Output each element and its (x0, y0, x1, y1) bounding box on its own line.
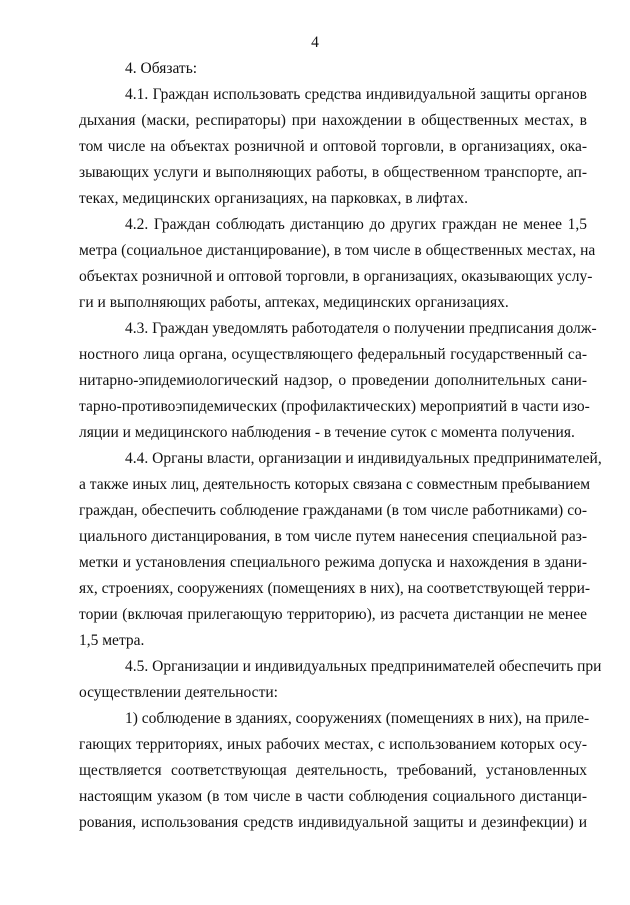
text-line: рования, использования средств индивидуальной защиты и дезинфекции) и (79, 814, 587, 831)
text-line: 4. Обязать: (125, 60, 198, 77)
text-line: нитарно-эпидемиологический надзор, о проведении дополнительных сани- (79, 372, 587, 389)
text-line: метра (социальное дистанцирование), в том числе в общественных местах, на (79, 242, 596, 259)
text-line: 4.4. Органы власти, организации и индивидуальных предпринимателей, (125, 450, 602, 467)
document-body (79, 56, 602, 836)
text-line: ляции и медицинского наблюдения - в течение суток с момента получения. (79, 424, 575, 441)
text-line: 1,5 метра. (79, 632, 145, 649)
text-line: 1) соблюдение в зданиях, сооружениях (помещениях в них), на приле- (125, 710, 590, 727)
text-line: объектах розничной и оптовой торговли, в организациях, оказывающих услу- (79, 268, 593, 285)
text-line: ностного лица органа, осуществляющего федеральный государственный са- (79, 346, 587, 363)
text-line: 4.1. Граждан использовать средства индивидуальной защиты органов (125, 86, 587, 103)
text-line: метки и установления специального режима допуска и нахождения в здани- (79, 554, 587, 571)
text-line: 4.5. Организации и индивидуальных предпринимателей обеспечить при (125, 658, 602, 675)
text-line: граждан, обеспечить соблюдение гражданами (в том числе работниками) со- (79, 502, 587, 519)
text-line: гающих территориях, иных рабочих местах, с использованием которых осу- (79, 736, 587, 753)
text-line: циального дистанцирования, в том числе путем нанесения специальной раз- (79, 528, 587, 545)
page-number: 4 (311, 34, 319, 51)
text-line: тории (включая прилегающую территорию), из расчета дистанции не менее (79, 606, 587, 623)
text-line: теках, медицинских организациях, на парковках, в лифтах. (79, 190, 468, 207)
text-line: ях, строениях, сооружениях (помещениях в них), на соответствующей терри- (79, 580, 591, 597)
text-line: осуществлении деятельности: (79, 684, 278, 701)
text-line: а также иных лиц, деятельность которых связана с совместным пребыванием (79, 476, 591, 493)
text-line: настоящим указом (в том числе в части соблюдения социального дистанци- (79, 788, 587, 805)
text-line: ществляется соответствующая деятельность, требований, установленных (79, 762, 587, 779)
text-line: том числе на объектах розничной и оптовой торговли, в организациях, ока- (79, 138, 587, 155)
text-line: дыхания (маски, респираторы) при нахождении в общественных местах, в (79, 112, 587, 129)
text-line: 4.3. Граждан уведомлять работодателя о получении предписания долж- (125, 320, 597, 337)
text-line: тарно-противоэпидемических (профилактических) мероприятий в части изо- (79, 398, 590, 415)
text-line: ги и выполняющих работы, аптеках, медицинских организациях. (79, 294, 509, 311)
text-line: зывающих услуги и выполняющих работы, в общественном транспорте, ап- (79, 164, 587, 181)
text-line: 4.2. Граждан соблюдать дистанцию до других граждан не менее 1,5 (125, 216, 587, 233)
